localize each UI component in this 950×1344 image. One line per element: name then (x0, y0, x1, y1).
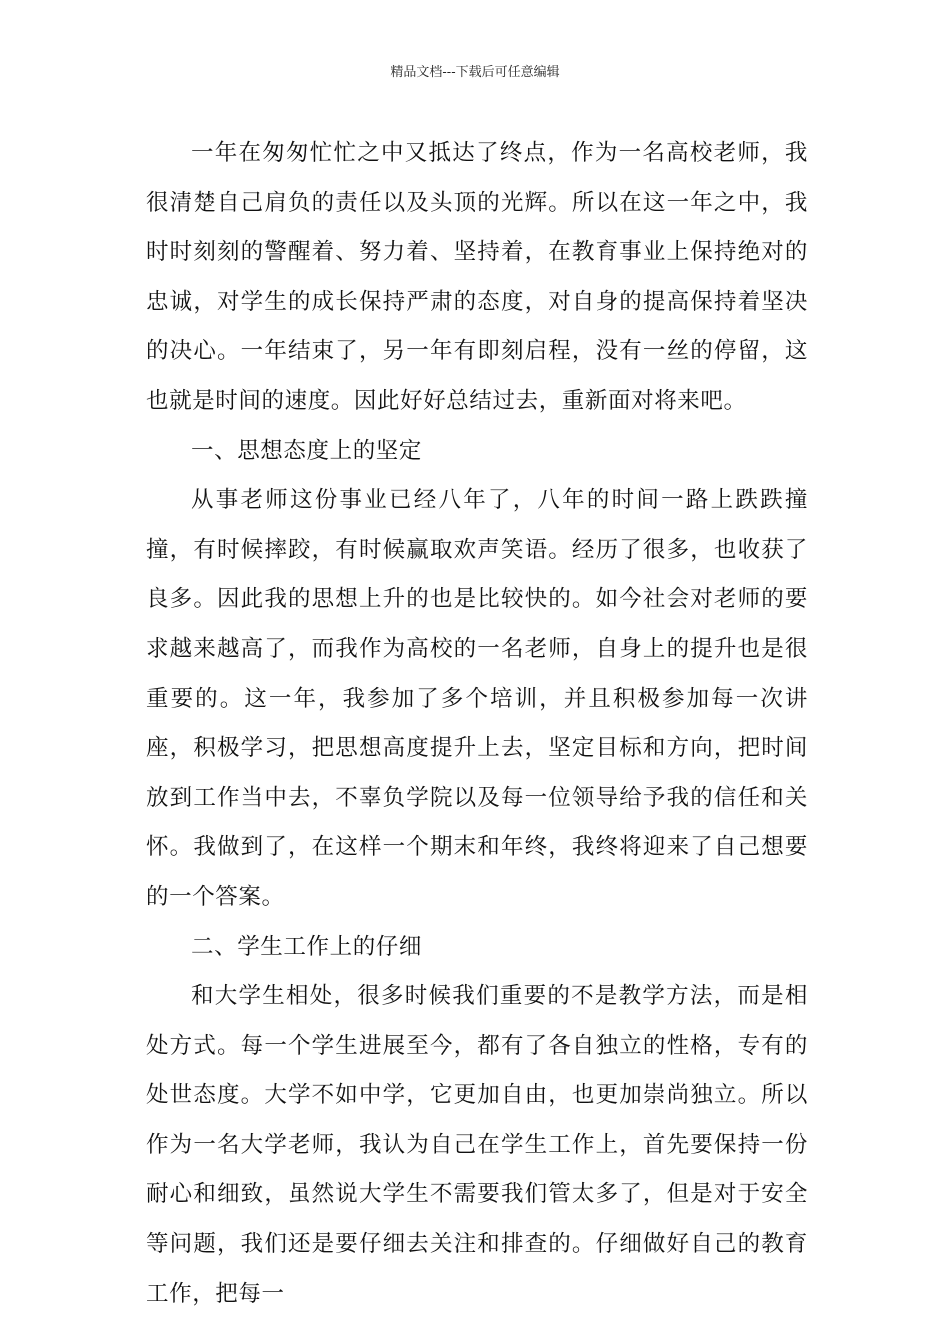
intro-paragraph: 一年在匆匆忙忙之中又抵达了终点，作为一名高校老师，我很清楚自己肩负的责任以及头顶的光辉。所以在这一年之中，我时时刻刻的警醒着、努力着、坚持着，在教育事业上保持绝对的忠诚，对学生的成长保持严肃的态度，对自身的提高保持着坚决的决心。一年结束了，另一年有即刻启程，没有一丝的停留，这也就是时间的速度。因此好好总结过去，重新面对将来吧。 (146, 140, 808, 414)
section-1-paragraph: 从事老师这份事业已经八年了，八年的时间一路上跌跌撞撞，有时候摔跤，有时候赢取欢声笑语。经历了很多，也收获了良多。因此我的思想上升的也是比较快的。如今社会对老师的要求越来越高了，而我作为高校的一名老师，自身上的提升也是很重要的。这一年，我参加了多个培训，并且积极参加每一次讲座，积极学习，把思想高度提升上去，坚定目标和方向，把时间放到工作当中去，不辜负学院以及每一位领导给予我的信任和关怀。我做到了，在这样一个期末和年终，我终将迎来了自己想要的一个答案。 (146, 487, 808, 910)
section-heading-2: 二、学生工作上的仔细 (191, 933, 423, 960)
section-2-paragraph: 和大学生相处，很多时候我们重要的不是教学方法，而是相处方式。每一个学生进展至今，都有了各自独立的性格，专有的处世态度。大学不如中学，它更加自由，也更加崇尚独立。所以作为一名大学老师，我认为自己在学生工作上，首先要保持一份耐心和细致，虽然说大学生不需要我们管太多了，但是对于安全等问题，我们还是要仔细去关注和排查的。仔细做好自己的教育工作，把每一 (146, 983, 808, 1307)
section-heading-1: 一、思想态度上的坚定 (191, 437, 423, 464)
page-header: 精品文档---下载后可任意编辑 (390, 65, 560, 80)
document-body (146, 129, 808, 1319)
